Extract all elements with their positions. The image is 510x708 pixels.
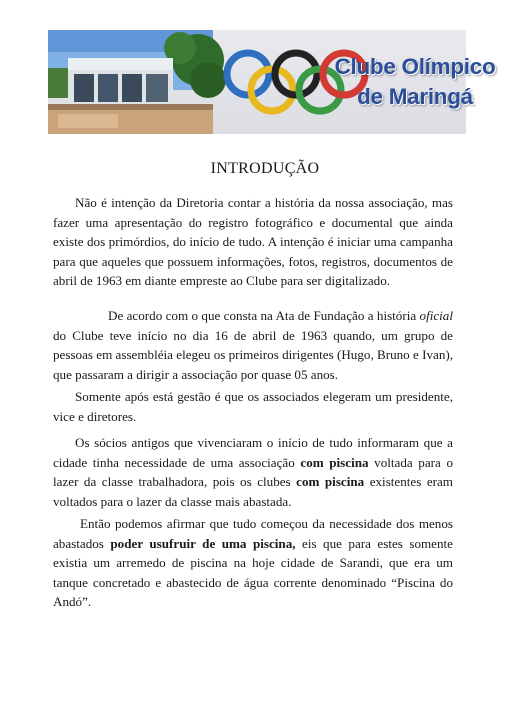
clubhouse-photo: [48, 30, 213, 134]
club-name-line-2: de Maringá: [357, 84, 473, 109]
paragraph-3: Somente após está gestão é que os associados elegeram um presidente, vice e diretores.: [53, 389, 453, 424]
document-title: INTRODUÇÃO: [210, 160, 320, 177]
paragraph-4-bold-1: com piscina: [300, 454, 369, 470]
paragraph-5-text-a: Então podemos afirmar que tudo começou da necessidade dos menos abastados: [53, 516, 453, 551]
paragraph-2-text-c: do Clube teve início no dia 16 de abril de 1963 quando, um grupo de pessoas em assembléia elegeu os primeiros dirigentes (Hugo, Bruno e Ivan), que passaram a dirigir a associação por quase 05 anos.: [53, 327, 453, 382]
paragraph-4-text-e: existentes eram voltados para o lazer da classe mais abastada.: [53, 474, 453, 509]
paragraph-5-bold: poder usufruir de uma piscina,: [110, 535, 296, 551]
paragraph-2: [53, 306, 453, 384]
paragraph-4: [53, 433, 453, 511]
header-banner: [48, 30, 496, 134]
paragraph-4-bold-2: com piscina: [296, 474, 365, 490]
paragraph-4-text-a: Os sócios antigos que vivenciaram o início de tudo informaram que a cidade tinha necessidade de uma associação: [53, 435, 453, 470]
paragraph-5: [53, 514, 453, 612]
paragraph-5-text-c: eis que para estes somente existia um arremedo de piscina na hoje cidade de Sarandi, que era um tanque concretado e abastecido de água corrente denominado “Piscina do Andó”.: [53, 535, 453, 610]
paragraph-2-text-a: De acordo com o que consta na Ata de Fundação a história: [108, 308, 420, 323]
paragraph-2-italic: oficial: [419, 308, 453, 323]
club-name-line-1: Clube Olímpico: [334, 54, 496, 79]
paragraph-1: Não é intenção da Diretoria contar a história da nossa associação, mas fazer uma apresentação do registro fotográfico e documental que ainda existe dos primórdios, do início de tudo. A intenção é iniciar uma campanha para que aqueles que possuem informações, fotos, registros, documentos de abril de 1963 em diante empreste ao Clube para ser digitalizado.: [53, 195, 453, 289]
club-name: [320, 52, 510, 112]
paragraph-4-text-c: voltada para o lazer da classe trabalhadora, pois os clubes: [53, 454, 453, 490]
